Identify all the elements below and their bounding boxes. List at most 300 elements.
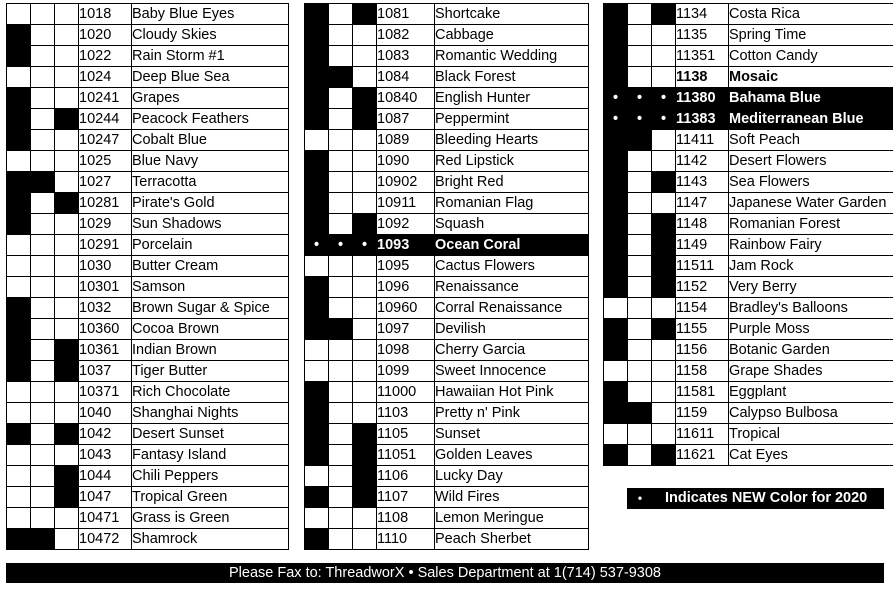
color-name: Romanian Flag [435, 193, 589, 214]
check-cell [31, 235, 55, 256]
check-cell [329, 319, 353, 340]
check-cell [31, 46, 55, 67]
color-name: Bright Red [435, 172, 589, 193]
check-cell [31, 67, 55, 88]
check-cell [31, 214, 55, 235]
color-row [604, 214, 893, 235]
color-name: Blue Navy [132, 151, 289, 172]
check-cell [604, 214, 628, 235]
color-row [604, 382, 893, 403]
check-cell [329, 508, 353, 529]
color-number: 1110 [377, 529, 435, 550]
color-row [305, 172, 589, 193]
color-name: Mediterranean Blue [729, 109, 893, 130]
check-cell [7, 403, 31, 424]
check-cell [305, 466, 329, 487]
color-name: Japanese Water Garden [729, 193, 893, 214]
color-row [604, 25, 893, 46]
color-number: 1090 [377, 151, 435, 172]
check-cell [353, 67, 377, 88]
color-row [7, 529, 289, 550]
check-cell [353, 340, 377, 361]
fax-footer: Please Fax to: ThreadworX • Sales Department at 1(714) 537-9308 [6, 563, 884, 583]
color-row [604, 109, 893, 130]
color-number: 1148 [676, 214, 729, 235]
check-cell [353, 361, 377, 382]
color-number: 1096 [377, 277, 435, 298]
color-row [604, 361, 893, 382]
check-cell [329, 193, 353, 214]
color-row [305, 46, 589, 67]
color-row [7, 445, 289, 466]
color-row [7, 382, 289, 403]
check-cell [353, 172, 377, 193]
color-number: 1025 [79, 151, 132, 172]
color-number: 10361 [79, 340, 132, 361]
new-marker-cell: • [329, 235, 353, 256]
check-cell [353, 88, 377, 109]
color-number: 10911 [377, 193, 435, 214]
check-cell [353, 214, 377, 235]
color-name: Sunset [435, 424, 589, 445]
color-name: Shamrock [132, 529, 289, 550]
color-name: Porcelain [132, 235, 289, 256]
check-cell [31, 319, 55, 340]
check-cell [652, 403, 676, 424]
color-number: 1158 [676, 361, 729, 382]
check-cell [305, 256, 329, 277]
new-marker-cell: • [652, 88, 676, 109]
color-row [604, 298, 893, 319]
check-cell [7, 235, 31, 256]
color-row [7, 340, 289, 361]
color-number: 1092 [377, 214, 435, 235]
check-cell [55, 487, 79, 508]
check-cell [628, 193, 652, 214]
new-marker-cell: • [628, 88, 652, 109]
color-number: 11511 [676, 256, 729, 277]
check-cell [329, 172, 353, 193]
check-cell [7, 193, 31, 214]
color-number: 1027 [79, 172, 132, 193]
color-row [7, 508, 289, 529]
check-cell [55, 508, 79, 529]
color-number: 1147 [676, 193, 729, 214]
color-number: 11611 [676, 424, 729, 445]
color-name: Renaissance [435, 277, 589, 298]
color-number: 1044 [79, 466, 132, 487]
check-cell [305, 193, 329, 214]
color-name: Jam Rock [729, 256, 893, 277]
color-name: Very Berry [729, 277, 893, 298]
color-number: 1018 [79, 4, 132, 25]
check-cell [305, 403, 329, 424]
check-cell [353, 256, 377, 277]
color-name: Samson [132, 277, 289, 298]
color-row [604, 193, 893, 214]
color-name: Rain Storm #1 [132, 46, 289, 67]
check-cell [604, 25, 628, 46]
color-row [604, 88, 893, 109]
color-number: 1087 [377, 109, 435, 130]
check-cell [31, 529, 55, 550]
check-cell [31, 340, 55, 361]
check-cell [652, 445, 676, 466]
check-cell [7, 508, 31, 529]
color-number: 11380 [676, 88, 729, 109]
color-name: Wild Fires [435, 487, 589, 508]
check-cell [652, 319, 676, 340]
check-cell [305, 172, 329, 193]
new-color-legend [627, 488, 884, 509]
color-row [7, 109, 289, 130]
check-cell [55, 466, 79, 487]
color-row [305, 298, 589, 319]
color-number: 10291 [79, 235, 132, 256]
color-row [7, 88, 289, 109]
check-cell [628, 214, 652, 235]
check-cell [652, 361, 676, 382]
color-number: 1030 [79, 256, 132, 277]
color-row [305, 403, 589, 424]
color-number: 1152 [676, 277, 729, 298]
color-name: Rainbow Fairy [729, 235, 893, 256]
check-cell [329, 67, 353, 88]
check-cell [7, 382, 31, 403]
check-cell [305, 487, 329, 508]
color-number: 1155 [676, 319, 729, 340]
color-number: 1107 [377, 487, 435, 508]
color-name: Chili Peppers [132, 466, 289, 487]
color-name: Lucky Day [435, 466, 589, 487]
check-cell [305, 508, 329, 529]
check-cell [55, 172, 79, 193]
color-name: Cloudy Skies [132, 25, 289, 46]
color-number: 1097 [377, 319, 435, 340]
check-cell [55, 445, 79, 466]
color-number: 1099 [377, 361, 435, 382]
color-row [604, 340, 893, 361]
color-row [604, 445, 893, 466]
check-cell [604, 298, 628, 319]
color-row [7, 256, 289, 277]
color-row [604, 424, 893, 445]
check-cell [353, 193, 377, 214]
check-cell [31, 193, 55, 214]
check-cell [329, 130, 353, 151]
check-cell [31, 298, 55, 319]
check-cell [329, 424, 353, 445]
color-row [305, 508, 589, 529]
color-number: 1154 [676, 298, 729, 319]
color-number: 1082 [377, 25, 435, 46]
check-cell [652, 25, 676, 46]
color-name: Tropical Green [132, 487, 289, 508]
color-row [7, 25, 289, 46]
color-row [305, 67, 589, 88]
color-table-column-3 [603, 3, 893, 466]
color-number: 1103 [377, 403, 435, 424]
check-cell [7, 88, 31, 109]
color-name: Pirate's Gold [132, 193, 289, 214]
check-cell [55, 256, 79, 277]
check-cell [329, 340, 353, 361]
check-cell [652, 172, 676, 193]
check-cell [31, 4, 55, 25]
color-name: Soft Peach [729, 130, 893, 151]
color-number: 1108 [377, 508, 435, 529]
color-row [305, 235, 589, 256]
check-cell [604, 277, 628, 298]
color-row [305, 88, 589, 109]
check-cell [31, 25, 55, 46]
check-cell [652, 151, 676, 172]
check-cell [652, 235, 676, 256]
color-number: 1143 [676, 172, 729, 193]
check-cell [329, 25, 353, 46]
check-cell [7, 319, 31, 340]
color-name: Desert Sunset [132, 424, 289, 445]
check-cell [604, 340, 628, 361]
color-number: 1042 [79, 424, 132, 445]
color-number: 1024 [79, 67, 132, 88]
check-cell [305, 46, 329, 67]
color-row [7, 46, 289, 67]
color-name: Romantic Wedding [435, 46, 589, 67]
check-cell [55, 151, 79, 172]
color-number: 11351 [676, 46, 729, 67]
check-cell [652, 277, 676, 298]
color-name: Brown Sugar & Spice [132, 298, 289, 319]
check-cell [604, 319, 628, 340]
color-name: Golden Leaves [435, 445, 589, 466]
color-number: 10247 [79, 130, 132, 151]
color-name: Red Lipstick [435, 151, 589, 172]
color-row [7, 235, 289, 256]
color-row [305, 445, 589, 466]
check-cell [353, 25, 377, 46]
color-name: Baby Blue Eyes [132, 4, 289, 25]
check-cell [628, 256, 652, 277]
color-row [305, 193, 589, 214]
color-number: 10281 [79, 193, 132, 214]
color-row [305, 256, 589, 277]
check-cell [329, 487, 353, 508]
check-cell [31, 277, 55, 298]
check-cell [604, 382, 628, 403]
color-row [604, 151, 893, 172]
color-name: Pretty n' Pink [435, 403, 589, 424]
color-row [305, 361, 589, 382]
color-number: 11051 [377, 445, 435, 466]
check-cell [604, 361, 628, 382]
check-cell [7, 172, 31, 193]
color-row [604, 172, 893, 193]
check-cell [628, 340, 652, 361]
check-cell [305, 298, 329, 319]
color-row [604, 4, 893, 25]
color-row [305, 529, 589, 550]
color-number: 1040 [79, 403, 132, 424]
color-number: 1043 [79, 445, 132, 466]
check-cell [628, 235, 652, 256]
color-name: Purple Moss [729, 319, 893, 340]
check-cell [7, 466, 31, 487]
check-cell [652, 130, 676, 151]
new-marker-icon: • [637, 491, 643, 505]
check-cell [604, 4, 628, 25]
check-cell [329, 298, 353, 319]
check-cell [604, 403, 628, 424]
check-cell [604, 151, 628, 172]
color-number: 1093 [377, 235, 435, 256]
new-marker-cell: • [353, 235, 377, 256]
check-cell [628, 151, 652, 172]
check-cell [329, 361, 353, 382]
color-number: 10960 [377, 298, 435, 319]
check-cell [305, 67, 329, 88]
check-cell [55, 88, 79, 109]
check-cell [305, 340, 329, 361]
check-cell [7, 109, 31, 130]
color-row [604, 277, 893, 298]
check-cell [652, 340, 676, 361]
color-number: 10840 [377, 88, 435, 109]
check-cell [55, 340, 79, 361]
color-row [305, 4, 589, 25]
check-cell [329, 466, 353, 487]
color-number: 1037 [79, 361, 132, 382]
color-number: 1020 [79, 25, 132, 46]
check-cell [305, 424, 329, 445]
color-name: Cat Eyes [729, 445, 893, 466]
color-row [305, 109, 589, 130]
check-cell [7, 445, 31, 466]
check-cell [628, 319, 652, 340]
check-cell [305, 382, 329, 403]
check-cell [652, 256, 676, 277]
check-cell [305, 109, 329, 130]
check-cell [353, 298, 377, 319]
color-name: Spring Time [729, 25, 893, 46]
color-name: Grass is Green [132, 508, 289, 529]
color-row [305, 466, 589, 487]
check-cell [329, 214, 353, 235]
check-cell [604, 130, 628, 151]
color-row [305, 25, 589, 46]
check-cell [628, 130, 652, 151]
check-cell [7, 151, 31, 172]
color-name: Desert Flowers [729, 151, 893, 172]
check-cell [604, 424, 628, 445]
color-name: Botanic Garden [729, 340, 893, 361]
check-cell [7, 67, 31, 88]
color-number: 1106 [377, 466, 435, 487]
color-row [604, 403, 893, 424]
check-cell [55, 25, 79, 46]
color-number: 1084 [377, 67, 435, 88]
check-cell [329, 277, 353, 298]
check-cell [353, 382, 377, 403]
check-cell [353, 445, 377, 466]
color-row [7, 4, 289, 25]
check-cell [31, 130, 55, 151]
color-name: Cherry Garcia [435, 340, 589, 361]
color-name: Corral Renaissance [435, 298, 589, 319]
check-cell [652, 424, 676, 445]
check-cell [305, 361, 329, 382]
color-number: 11383 [676, 109, 729, 130]
check-cell [628, 382, 652, 403]
check-cell [353, 109, 377, 130]
check-cell [353, 151, 377, 172]
check-cell [305, 151, 329, 172]
color-name: Romanian Forest [729, 214, 893, 235]
check-cell [55, 298, 79, 319]
check-cell [7, 4, 31, 25]
check-cell [329, 4, 353, 25]
check-cell [604, 67, 628, 88]
color-name: Grape Shades [729, 361, 893, 382]
color-name: Calypso Bulbosa [729, 403, 893, 424]
check-cell [55, 235, 79, 256]
color-number: 1138 [676, 67, 729, 88]
check-cell [31, 172, 55, 193]
check-cell [7, 46, 31, 67]
color-name: Terracotta [132, 172, 289, 193]
color-name: English Hunter [435, 88, 589, 109]
color-name: Costa Rica [729, 4, 893, 25]
check-cell [604, 193, 628, 214]
color-number: 1156 [676, 340, 729, 361]
check-cell [628, 424, 652, 445]
color-number: 10360 [79, 319, 132, 340]
color-name: Cocoa Brown [132, 319, 289, 340]
color-name: Sea Flowers [729, 172, 893, 193]
check-cell [7, 214, 31, 235]
color-table-column-1 [6, 3, 289, 550]
color-number: 1089 [377, 130, 435, 151]
color-row [7, 319, 289, 340]
color-name: Bleeding Hearts [435, 130, 589, 151]
color-name: Bradley's Balloons [729, 298, 893, 319]
color-number: 10472 [79, 529, 132, 550]
color-name: Peach Sherbet [435, 529, 589, 550]
check-cell [329, 256, 353, 277]
check-cell [329, 445, 353, 466]
check-cell [353, 508, 377, 529]
color-row [305, 130, 589, 151]
color-row [305, 487, 589, 508]
color-number: 1135 [676, 25, 729, 46]
new-marker-cell: • [604, 88, 628, 109]
check-cell [628, 67, 652, 88]
check-cell [305, 214, 329, 235]
check-cell [55, 361, 79, 382]
color-row [7, 151, 289, 172]
color-row [7, 130, 289, 151]
check-cell [628, 25, 652, 46]
check-cell [31, 445, 55, 466]
color-row [7, 466, 289, 487]
color-name: Black Forest [435, 67, 589, 88]
check-cell [7, 277, 31, 298]
color-name: Devilish [435, 319, 589, 340]
check-cell [31, 403, 55, 424]
check-cell [305, 25, 329, 46]
color-number: 10371 [79, 382, 132, 403]
new-marker-cell: • [305, 235, 329, 256]
